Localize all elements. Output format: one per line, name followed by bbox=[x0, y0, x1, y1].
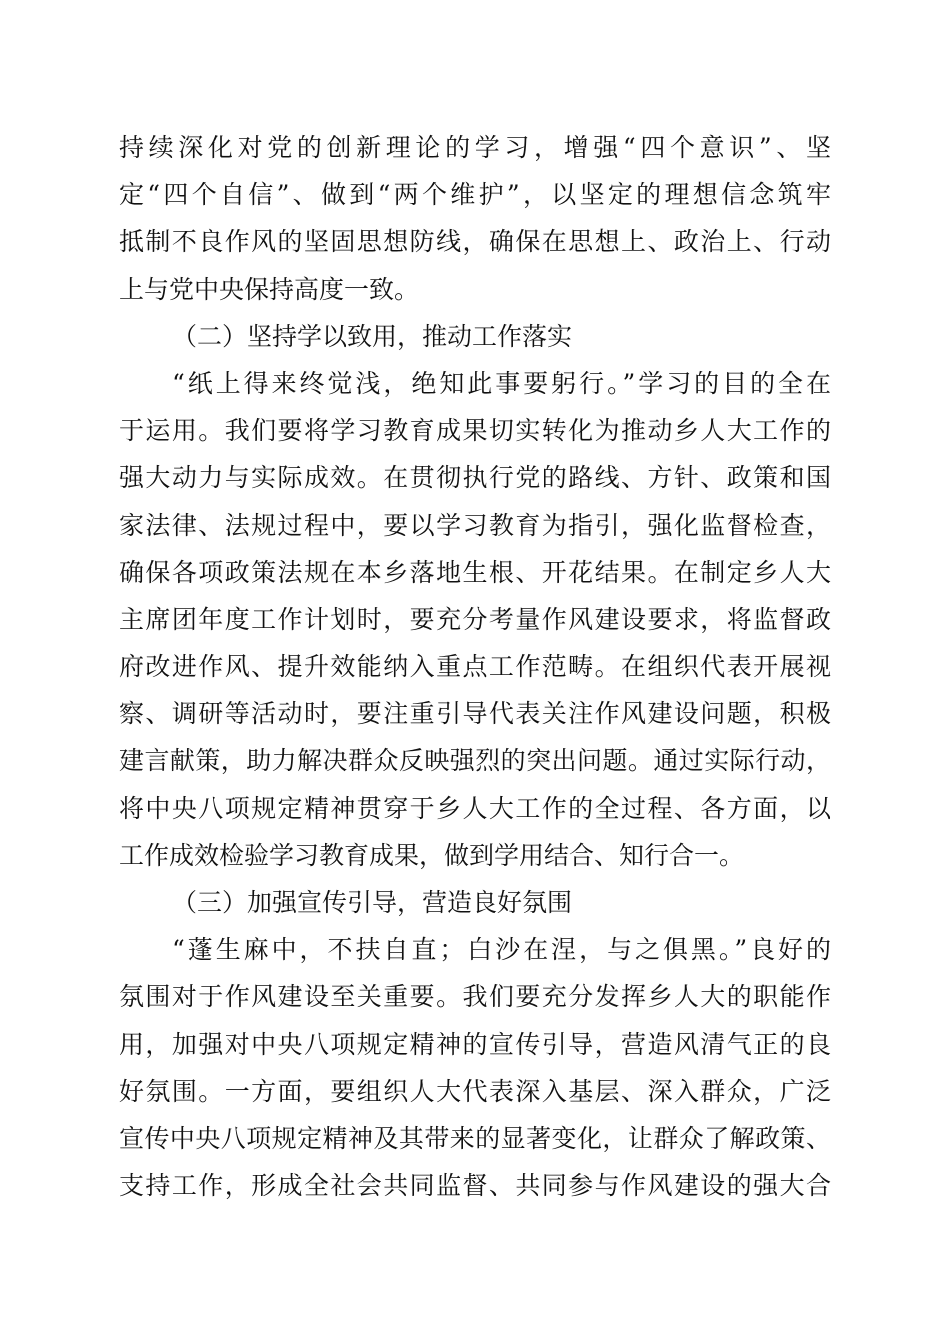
body-line-12: 府改进作风、提升效能纳入重点工作范畴。在组织代表开展视 bbox=[119, 652, 831, 682]
section-heading-2: （二）坚持学以致用，推动工作落实 bbox=[172, 321, 573, 351]
body-line-8: 强大动力与实际成效。在贯彻执行党的路线、方针、政策和国 bbox=[119, 463, 831, 493]
body-line-19: 氛围对于作风建设至关重要。我们要充分发挥乡人大的职能作 bbox=[119, 982, 831, 1012]
body-line-15: 将中央八项规定精神贯穿于乡人大工作的全过程、各方面，以 bbox=[119, 793, 831, 823]
body-line-22: 宣传中央八项规定精神及其带来的显著变化，让群众了解政策、 bbox=[119, 1123, 831, 1153]
body-line-7: 于运用。我们要将学习教育成果切实转化为推动乡人大工作的 bbox=[119, 416, 831, 446]
body-line-16: 工作成效检验学习教育成果，做到学用结合、知行合一。 bbox=[119, 840, 745, 870]
body-line-18: “蓬生麻中，不扶自直；白沙在涅，与之俱黑。”良好的 bbox=[172, 935, 831, 965]
body-line-6: “纸上得来终觉浅，绝知此事要躬行。”学习的目的全在 bbox=[172, 368, 831, 398]
body-line-23: 支持工作，形成全社会共同监督、共同参与作风建设的强大合 bbox=[119, 1171, 831, 1201]
body-line-10: 确保各项政策法规在本乡落地生根、开花结果。在制定乡人大 bbox=[119, 557, 831, 587]
body-line-9: 家法律、法规过程中，要以学习教育为指引，强化监督检查， bbox=[119, 510, 831, 540]
body-line-13: 察、调研等活动时，要注重引导代表关注作风建设问题，积极 bbox=[119, 699, 831, 729]
body-line-14: 建言献策，助力解决群众反映强烈的突出问题。通过实际行动， bbox=[119, 746, 831, 776]
body-line-21: 好氛围。一方面，要组织人大代表深入基层、深入群众，广泛 bbox=[119, 1076, 831, 1106]
body-line-11: 主席团年度工作计划时，要充分考量作风建设要求，将监督政 bbox=[119, 604, 831, 634]
body-line-1: 持续深化对党的创新理论的学习，增强“四个意识”、坚 bbox=[119, 133, 831, 162]
body-line-2: 定“四个自信”、做到“两个维护”，以坚定的理想信念筑牢 bbox=[119, 180, 831, 210]
body-line-20: 用，加强对中央八项规定精神的宣传引导，营造风清气正的良 bbox=[119, 1029, 831, 1059]
body-line-3: 抵制不良作风的坚固思想防线，确保在思想上、政治上、行动 bbox=[119, 227, 831, 257]
body-line-4: 上与党中央保持高度一致。 bbox=[119, 274, 420, 304]
document-body bbox=[119, 124, 831, 1209]
section-heading-3: （三）加强宣传引导，营造良好氛围 bbox=[172, 888, 573, 917]
